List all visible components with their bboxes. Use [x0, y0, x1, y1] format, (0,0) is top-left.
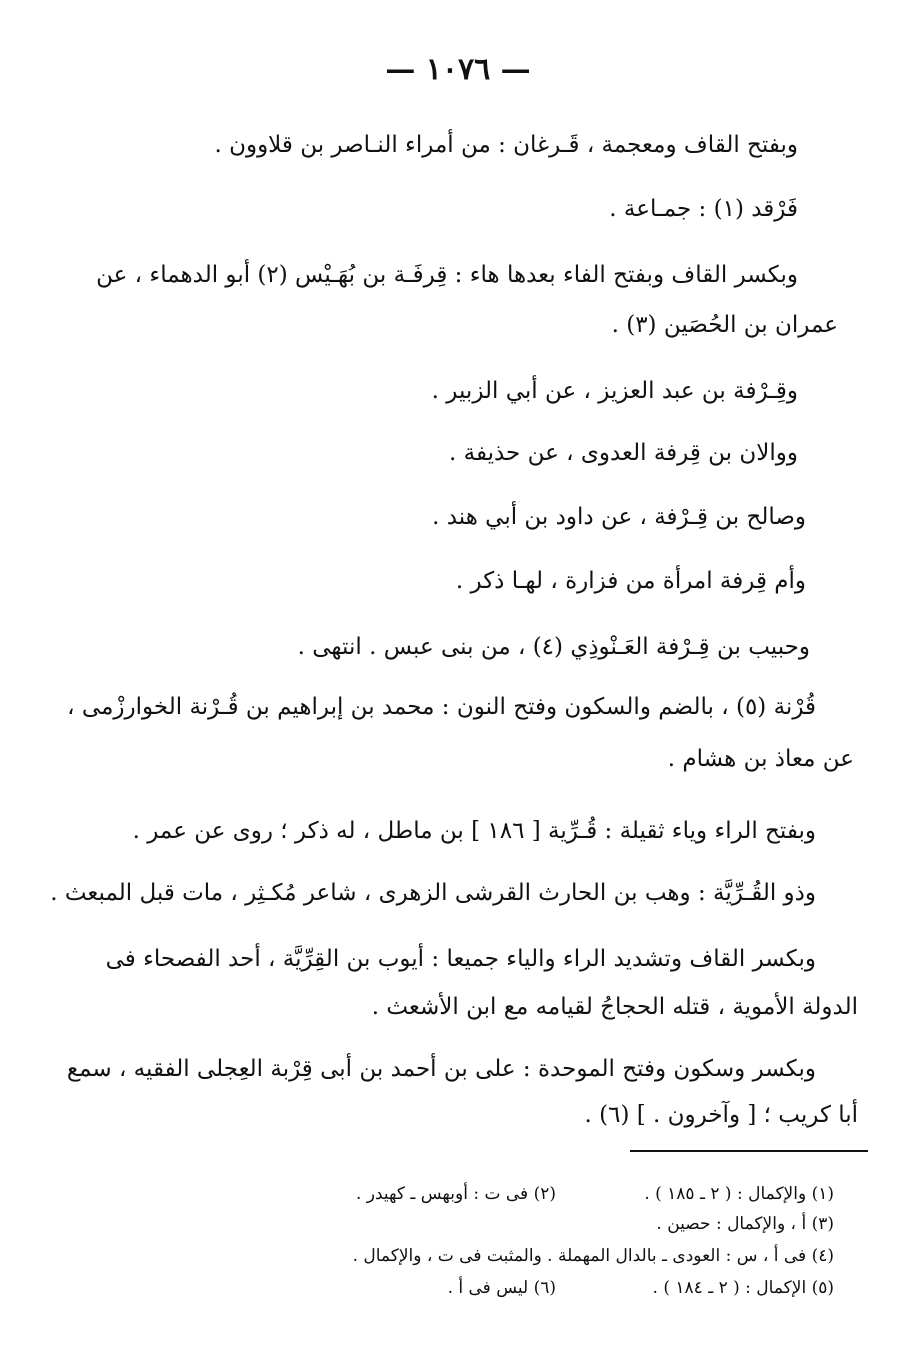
footnote: (١) والإكمال : ( ٢ ـ ١٨٥ ) .: [644, 1184, 834, 1204]
text-line: أبا كريب ؛ [ وآخرون . ] (٦) .: [584, 1102, 858, 1128]
text-line: وبكسر القاف وتشديد الراء والياء جميعا : أيوب بن القِرِّيَّة ، أحد الفصحاء فى: [105, 946, 816, 972]
text-line: الدولة الأموية ، قتله الحجاجُ لقيامه مع ابن الأشعث .: [371, 994, 858, 1020]
text-line: وصالح بن قِـرْفة ، عن داود بن أبي هند .: [432, 504, 806, 530]
footnote: (٤) فى أ ، س : العودى ـ بالدال المهملة . والمثبت فى ت ، والإكمال .: [352, 1246, 834, 1266]
text-line: قُرْنة (٥) ، بالضم والسكون وفتح النون : محمد بن إبراهيم بن قُـرْنة الخوارزْمى ،: [67, 694, 816, 720]
footnote: (٦) ليس فى أ .: [447, 1278, 556, 1298]
text-line: وبفتح القاف ومعجمة ، قَـرغان : من أمراء النـاصر بن قلاوون .: [214, 132, 798, 158]
text-line: وأم قِرفة امرأة من فزارة ، لهـا ذكر .: [455, 568, 806, 594]
text-line: عمران بن الحُصَين (٣) .: [611, 312, 838, 338]
text-line: وذو القُـرِّيَّة : وهب بن الحارث القرشى الزهرى ، شاعر مُكـثِر ، مات قبل المبعث .: [50, 880, 816, 906]
page-number: — ١٠٧٦ —: [385, 52, 531, 87]
footnote-divider: [630, 1150, 868, 1152]
text-line: وحبيب بن قِـرْفة العَـنْوذِي (٤) ، من بنى عبس . انتهى .: [297, 634, 810, 660]
text-line: عن معاذ بن هشام .: [667, 746, 854, 772]
text-line: وبكسر وسكون وفتح الموحدة : على بن أحمد بن أبى قِرْبة العِجلى الفقيه ، سمع: [66, 1056, 816, 1082]
footnote: (٢) فى ت : أوبهس ـ كهيدر .: [355, 1184, 556, 1204]
text-line: فَرْقد (١) : جمـاعة .: [609, 196, 798, 222]
text-line: وبفتح الراء وياء ثقيلة : قُـرِّية [ ١٨٦ ] بن ماطل ، له ذكر ؛ روى عن عمر .: [132, 818, 816, 844]
footnote: (٣) أ ، والإكمال : حصين .: [656, 1214, 834, 1234]
footnote: (٥) الإكمال : ( ٢ ـ ١٨٤ ) .: [652, 1278, 834, 1298]
text-line: وقِـرْفة بن عبد العزيز ، عن أبي الزبير .: [431, 378, 798, 404]
text-line: وبكسر القاف وبفتح الفاء بعدها هاء : قِرفَـة بن بُهَـيْس (٢) أبو الدهماء ، عن: [96, 262, 798, 288]
text-line: ووالان بن قِرفة العدوى ، عن حذيفة .: [448, 440, 798, 466]
